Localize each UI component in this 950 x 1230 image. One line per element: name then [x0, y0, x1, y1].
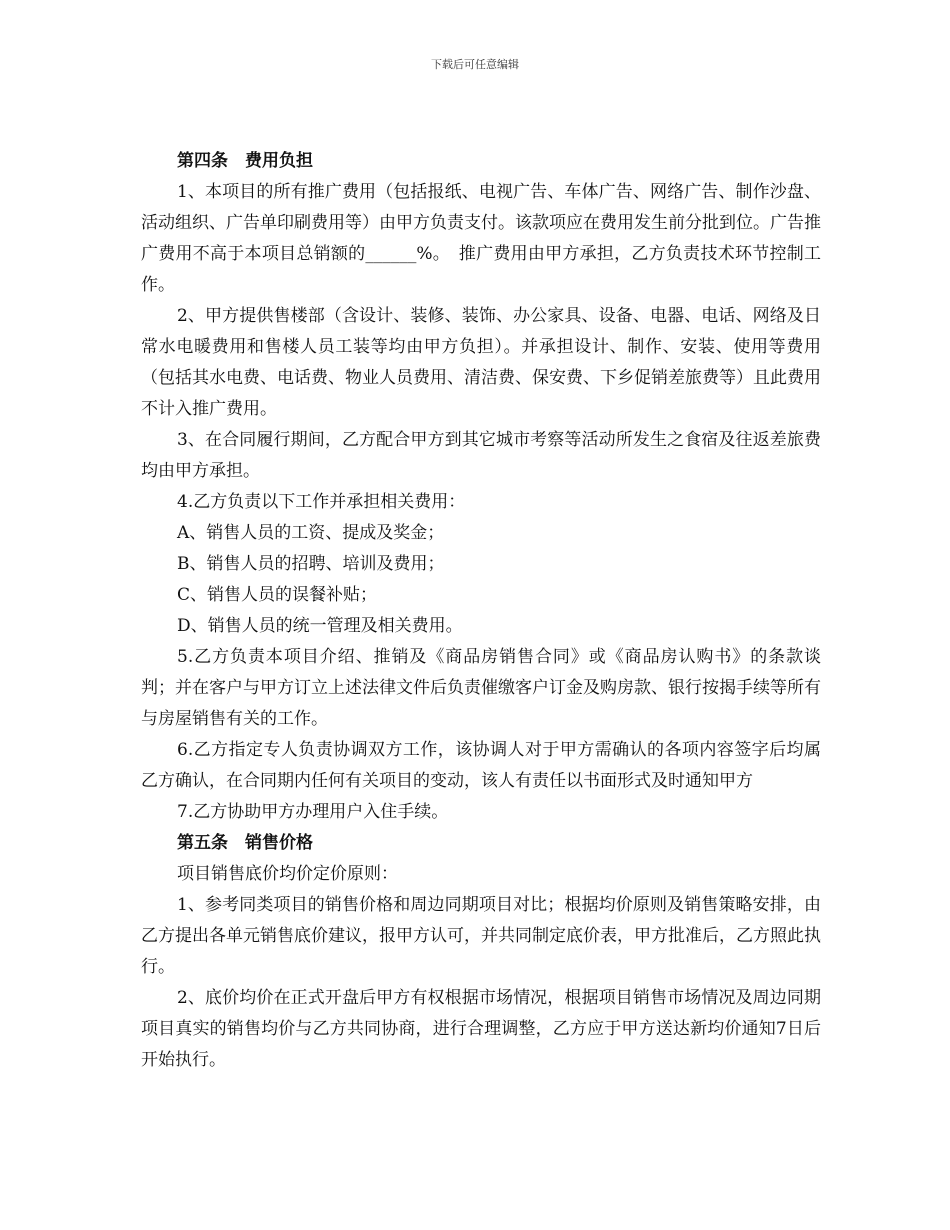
paragraph: D、销售人员的统一管理及相关费用。: [177, 616, 463, 636]
paragraph: 2、底价均价在正式开盘后甲方有权根据市场情况，根据项目销售市场情况及周边同期项目真实的销售均价与乙方共同协商，进行合理调整，乙方应于甲方送达新均价通知7日后开始执行。: [141, 988, 821, 1070]
paragraph: 3、在合同履行期间，乙方配合甲方到其它城市考察等活动所发生之食宿及往返差旅费均由甲方承担。: [141, 430, 821, 481]
paragraph: B、销售人员的招聘、培训及费用；: [177, 554, 445, 574]
paragraph: 5.乙方负责本项目介绍、推销及《商品房销售合同》或《商品房认购书》的条款谈判；并在客户与甲方订立上述法律文件后负责催缴客户订金及购房款、银行按揭手续等所有与房屋销售有关的工作。: [141, 647, 821, 729]
paragraph: C、销售人员的误餐补贴；: [177, 585, 378, 605]
paragraph: 2、甲方提供售楼部（含设计、装修、装饰、办公家具、设备、电器、电话、网络及日常水电暖费用和售楼人员工装等均由甲方负担）。并承担设计、制作、安装、使用等费用（包括其水电费、电话费、物业人员费用、清洁费、保安费、下乡促销差旅费等）且此费用不计入推广费用。: [141, 306, 821, 419]
paragraph: 1、参考同类项目的销售价格和周边同期项目对比；根据均价原则及销售策略安排，由乙方提出各单元销售底价建议，报甲方认可，并共同制定底价表，甲方批准后，乙方照此执行。: [141, 895, 821, 977]
paragraph: 6.乙方指定专人负责协调双方工作，该协调人对于甲方需确认的各项内容签字后均属乙方确认，在合同期内任何有关项目的变动，该人有责任以书面形式及时通知甲方: [141, 740, 821, 791]
paragraph: 项目销售底价均价定价原则：: [177, 864, 398, 884]
paragraph: A、销售人员的工资、提成及奖金；: [177, 523, 445, 543]
section-heading: 第五条 销售价格: [177, 833, 313, 853]
page-header-note: 下载后可任意编辑: [431, 58, 519, 71]
section-heading: 第四条 费用负担: [177, 151, 313, 171]
paragraph: 1、本项目的所有推广费用（包括报纸、电视广告、车体广告、网络广告、制作沙盘、活动组织、广告单印刷费用等）由甲方负责支付。该款项应在费用发生前分批到位。广告推广费用不高于本项目总销额的______%。 推广费用由甲方承担，乙方负责技术环节控制工作。: [141, 182, 821, 295]
paragraph: 7.乙方协助甲方办理用户入住手续。: [177, 802, 449, 822]
paragraph: 4.乙方负责以下工作并承担相关费用：: [177, 492, 466, 512]
document-body: [141, 146, 821, 1076]
